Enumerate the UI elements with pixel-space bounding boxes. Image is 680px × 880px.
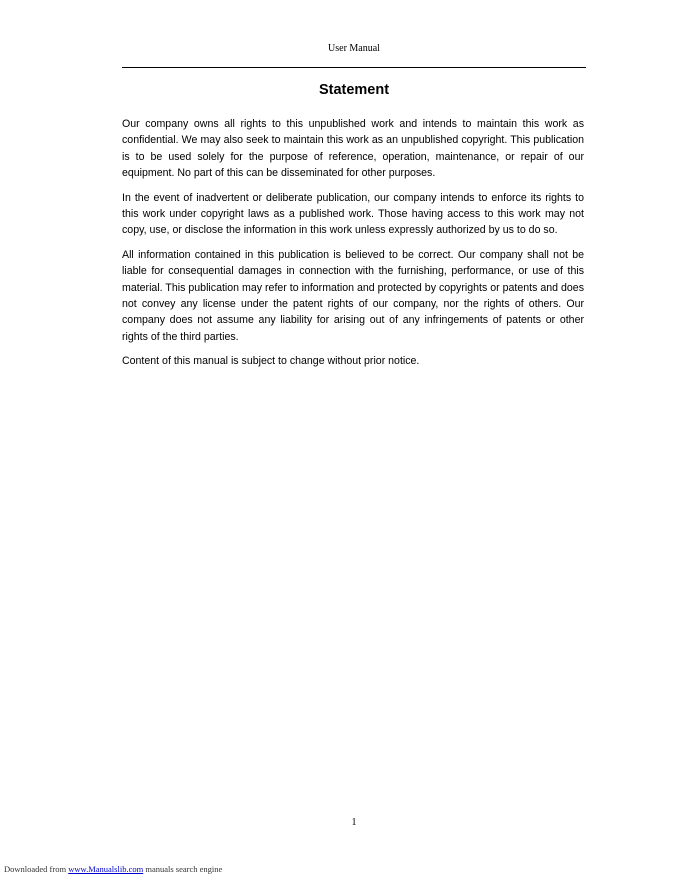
paragraph-liability: All information contained in this publication is believed to be correct. Our company shall not be liable for consequential damages in connection with the furnishing, performance, or use of this material. This publication may refer to information and protected by copyrights or patents and does not convey any license under the patent rights of our company, nor the rights of others. Our company does not assume any liability for arising out of any infringements of patents or other rights of the third parties. [122, 249, 584, 343]
footer-suffix: manuals search engine [143, 864, 223, 874]
paragraph-rights: Our company owns all rights to this unpublished work and intends to maintain this work as confidential. We may also seek to maintain this work as an unpublished copyright. This publication is to be used solely for the purpose of reference, operation, maintenance, or repair of our equipment. No part of this can be disseminated for other purposes. [122, 118, 584, 179]
footer-prefix: Downloaded from [4, 864, 69, 874]
statement-body [122, 116, 584, 378]
header-divider [122, 67, 586, 68]
page-title: Statement [318, 82, 390, 98]
running-header: User Manual [328, 43, 380, 54]
download-footer [4, 864, 222, 874]
page-number: 1 [351, 817, 357, 828]
paragraph-change-notice: Content of this manual is subject to change without prior notice. [122, 355, 420, 368]
paragraph-publication: In the event of inadvertent or deliberate publication, our company intends to enforce its rights to this work under copyright laws as a published work. Those having access to this work may not copy, use, or disclose the information in this work unless expressly authorized by us to do so. [122, 191, 584, 237]
manualslib-link[interactable]: www.Manualslib.com [68, 864, 144, 874]
